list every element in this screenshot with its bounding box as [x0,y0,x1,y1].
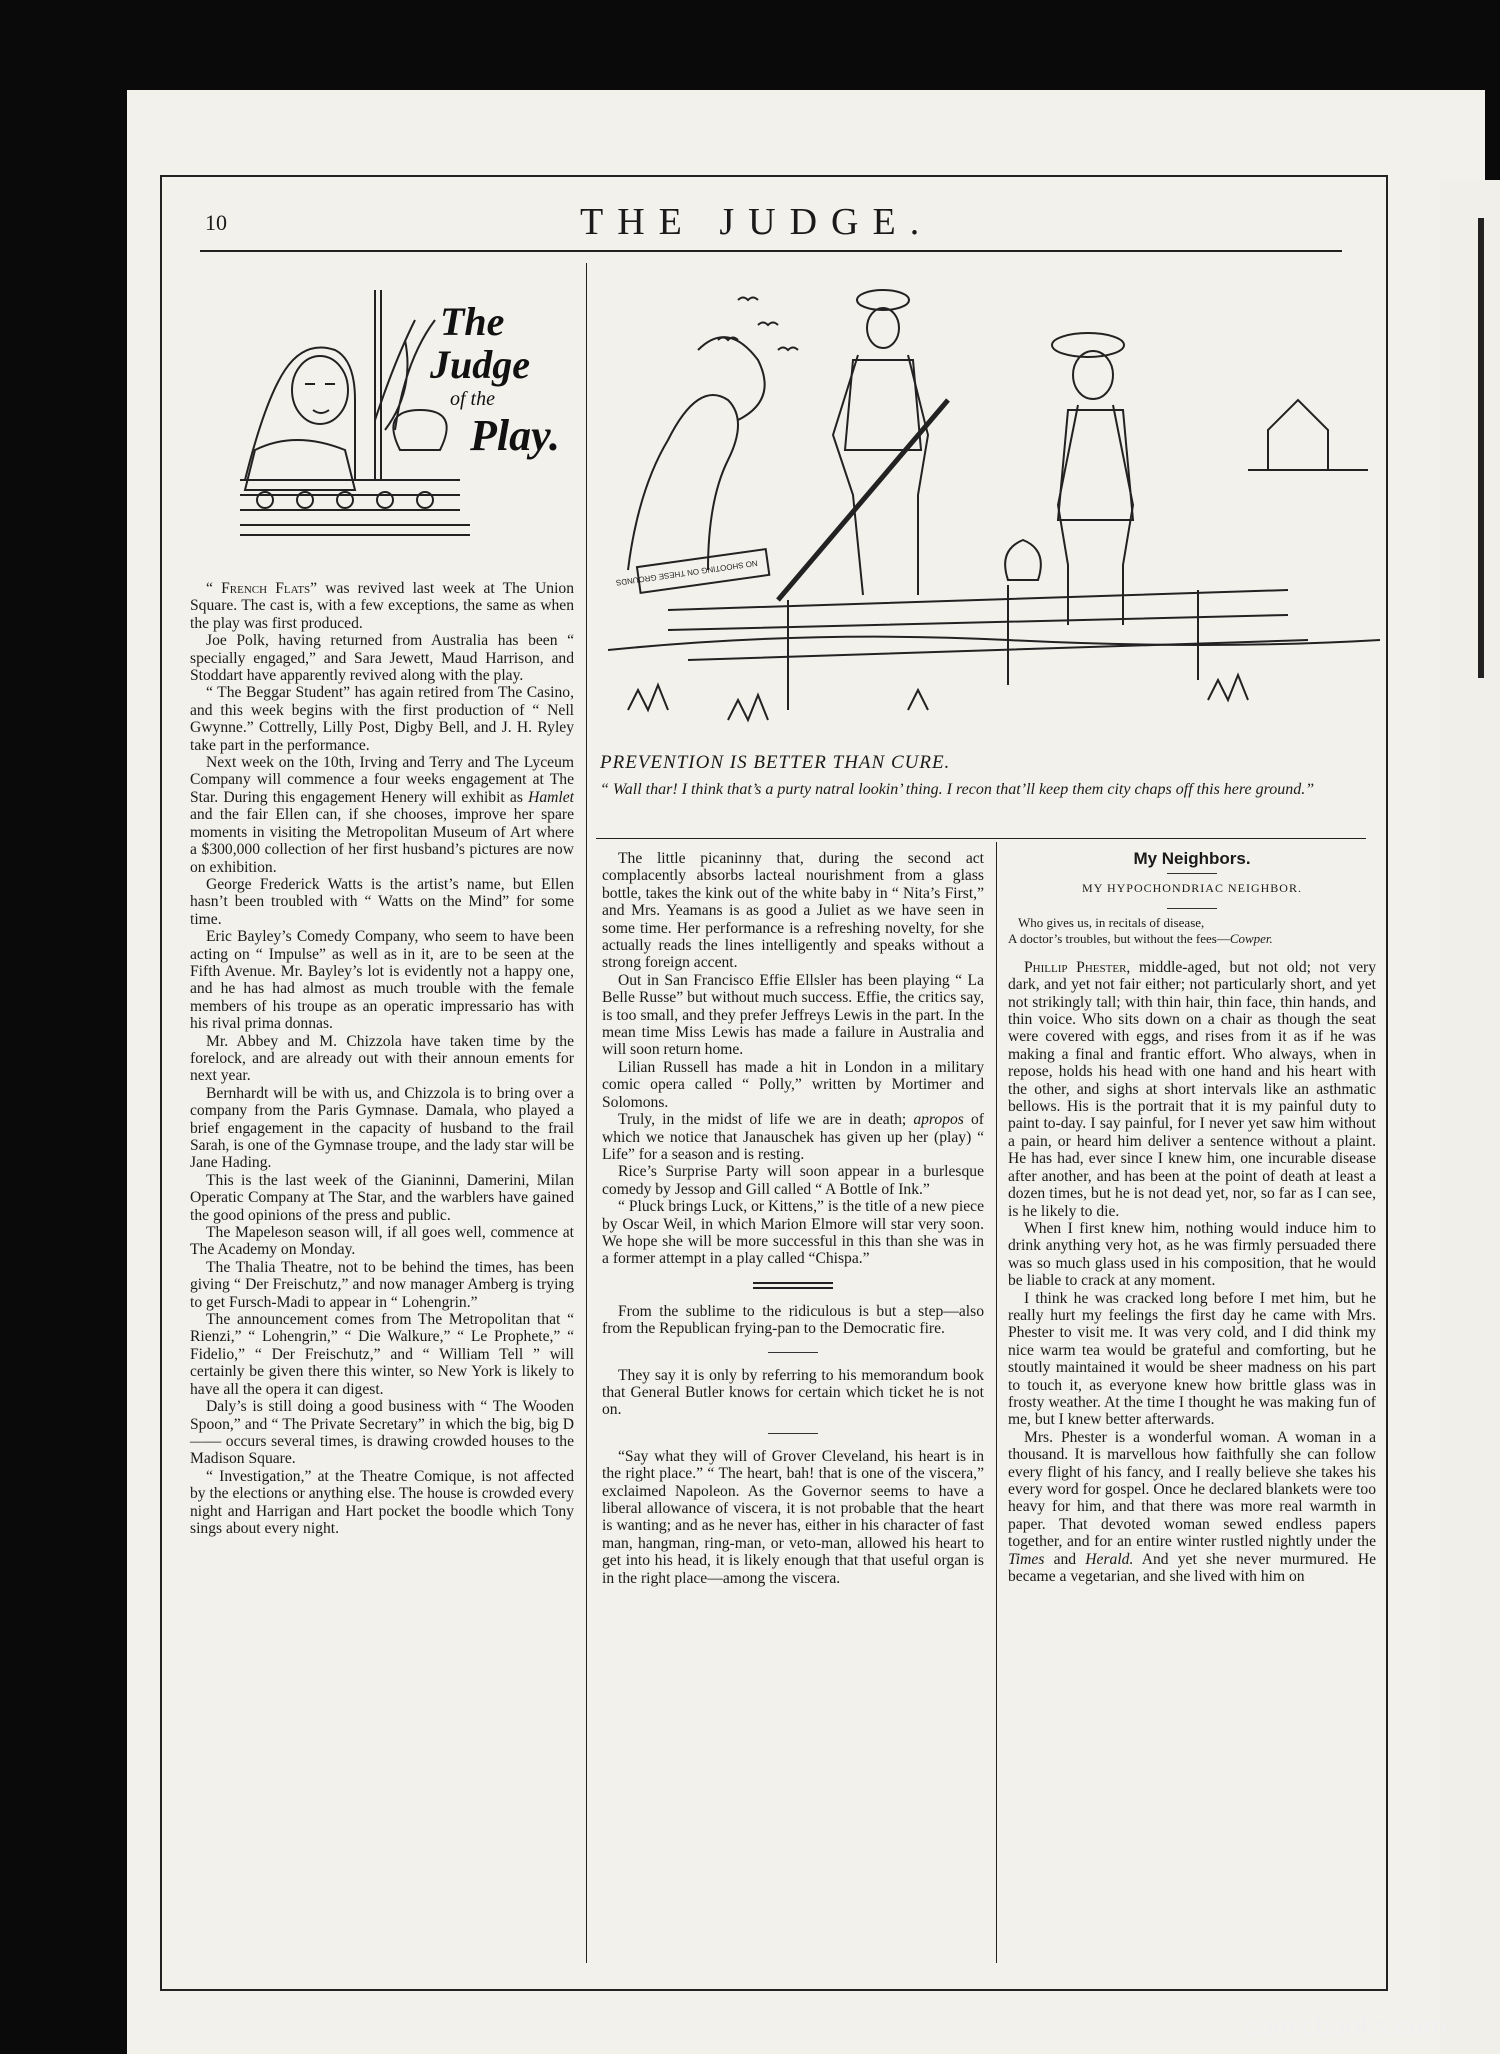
logo-word-of-the: of the [450,388,495,410]
logo-word-play: Play. [470,411,560,460]
paragraph: Mr. Abbey and M. Chizzola have taken time by the forelock, and are already out with their announ ements for next year. [190,1032,574,1085]
binding-mark [1478,218,1484,678]
paragraph: Truly, in the midst of life we are in death; apropos of which we notice that Janauschek has given up her (play) “ Life” for a season and is resting. [602,1111,984,1163]
paragraph: The little picaninny that, during the second act complacently absorbs lacteal nourishment from a glass bottle, takes the kink out of the white baby in “ Nita’s First,” and Mrs. Yeamans is as good a Juliet as we have seen in some time. Her performance is a refreshing novelty, for she actually reads the lines intelligently and speaks without a strong foreign accent. [602,850,984,972]
column-my-neighbors [1008,850,1376,1585]
paragraph: From the sublime to the ridiculous is but a step—also from the Republican frying-pan to the Democratic fire. [602,1302,984,1338]
paragraph: Out in San Francisco Effie Ellsler has been playing “ La Belle Russe” but without much success. Effie, the critics say, is too small, and they prefer Jeffreys Lewis in the part. In the mean time Miss Lewis has made a failure in Australia and will soon return home. [602,971,984,1059]
cartoon-caption-title: PREVENTION IS BETTER THAN CURE. [600,752,951,773]
column-middle [602,850,984,1587]
judge-of-the-play-logo [225,280,565,550]
paragraph: I think he was cracked long before I met him, but he really hurt my feelings the first day he came with Mrs. Phester to visit me. It was very cold, and I did think my nice warm tea would be grateful and comforting, but he stoutly maintained it would be sheer madness on his part to touch it, as everyone knew how brittle glass was in frosty weather. At the time I thought he was making fun of me, but I knew better afterwards. [1008,1289,1376,1429]
column-judge-of-the-play [190,580,574,1537]
cartoon-bottom-rule [596,838,1366,839]
paragraph: “ Investigation,” at the Theatre Comique, is not affected by the elections or anything else. The house is crowded every night and Harrigan and Hart pocket the boodle which Tony sings about every night. [190,1467,574,1537]
page-number: 10 [205,210,227,235]
cartoon-caption-quote: “ Wall thar! I think that’s a purty natral lookin’ thing. I recon that’ll keep them city chaps off this here ground.” [600,781,1315,798]
paragraph: “ French Flats” was revived last week at The Union Square. The cast is, with a few exceptions, the same as when the play was first produced. [190,580,574,632]
paragraph: When I first knew him, nothing would induce him to drink anything very hot, as he was firmly persuaded there was so much glass used in his composition, that he would be liable to crack at any moment. [1008,1219,1376,1290]
paragraph: The announcement comes from The Metropolitan that “ Rienzi,” “ Lohengrin,” “ Die Walkure,” “ Le Prophete,” “ Fidelio,” “ Der Freischutz,” and “ William Tell ” will certainly be given there this winter, so New York is likely to have all the opera it can digest. [190,1311,574,1398]
paragraph: “ Pluck brings Luck, or Kittens,” is the title of a new piece by Oscar Weil, in which Marion Elmore will star very soon. We hope she will be more successful in this than she was in a former attempt in a play called “Chispa.” [602,1198,984,1268]
section-divider [768,1352,818,1353]
paragraph: Rice’s Surprise Party will soon appear in a burlesque comedy by Jessop and Gill called “ A Bottle of Ink.” [602,1163,984,1198]
paragraph: Joe Polk, having returned from Australia has been “ specially engaged,” and Sara Jewett, Maud Harrison, and Stoddart have apparently revived along with the play. [190,632,574,685]
masthead-rule [200,250,1342,252]
masthead-title: THE JUDGE. [580,201,934,243]
article-subhead: MY HYPOCHONDRIAC NEIGHBOR. [1082,881,1302,896]
paragraph: Next week on the 10th, Irving and Terry and The Lyceum Company will commence a four weeks engagement at The Star. During this engagement Henery will exhibit as Hamlet and the fair Ellen can, if she chooses, improve her spare moments in visiting the Metropolitan Museum of Art where a $300,000 collection of her first husband’s pictures are now on exhibition. [190,754,574,876]
section-divider [768,1433,818,1434]
paragraph: George Frederick Watts is the artist’s name, but Ellen hasn’t been troubled with “ Watts on the Mind” for some time. [190,875,574,928]
paragraph: “Say what they will of Grover Cleveland, his heart is in the right place.” “ The heart, bah! that is one of the viscera,” exclaimed Napoleon. As the Governor seems to have a liberal allowance of viscera, it is not probable that the heart is wanting; and as he never has, either in his character of fast man, hangman, ring-man, or veto-man, allowed his heart to get into his head, it is likely enough that that useful organ is in the right place—among the viscera. [602,1447,984,1587]
paragraph: Lilian Russell has made a hit in London in a military comic opera called “ Polly,” written by Mortimer and Solomons. [602,1058,984,1111]
logo-word-judge: Judge [430,342,530,387]
paragraph: The Mapeleson season will, if all goes well, commence at The Academy on Monday. [190,1224,574,1259]
headline-rule [1167,873,1217,874]
paragraph: Bernhardt will be with us, and Chizzola is to bring over a company from the Paris Gymnase. Damala, who played a brief engagement in the capacity of husband to the frail Sarah, is one of the Gymnase troupe, and the lady star will be Jane Hading. [190,1084,574,1172]
article-headline: My Neighbors. [1133,849,1251,868]
paragraph: Phillip Phester, middle-aged, but not old; not very dark, and yet not fair either; not particularly short, and yet not strikingly tall; with thin hair, thin face, thin hands, and thin voice. Who sits down on a chair as though the seat were covered with eggs, and rises from it as if he was making a final and frantic effort. Who always, when in repose, holds his head with one hand and his heart with the other, and sighs at short intervals like an asthmatic bellows. His is the portrait that it is my painful duty to paint to-day. I say painful, for I never yet saw him without a pain, or heard him deliver a sentence without a plaint. He has had, ever since I knew him, one incurable disease after another, and has been at the point of death at least a dozen times, but he is not dead yet, nor, so far as I can see, is he likely to die. [1008,958,1376,1220]
paragraph: This is the last week of the Gianinni, Damerini, Milan Operatic Company at The Star, and the warblers have gained the good opinions of the press and public. [190,1171,574,1224]
cartoon-illustration [608,270,1380,740]
logo-word-the: The [440,299,505,344]
epigraph: Who gives us, in recitals of disease, A doctor’s troubles, but without the fees—Cowper. [1008,914,1273,946]
paragraph: Eric Bayley’s Comedy Company, who seem to have been acting on “ Impulse” as well as in it, are to be seen at the Fifth Avenue. Mr. Bayley’s lot is evidently not a happy one, and he has had almost as much trouble with the female members of his troupe as an operatic impressario has with his rival prima donnas. [190,928,574,1033]
column-rule-1 [586,263,587,1963]
paragraph: Daly’s is still doing a good business with “ The Wooden Spoon,” and “ The Private Secretary” in which the big, big D—— occurs several times, is drawing crowded houses to the Madison Square. [190,1398,574,1468]
paragraph: “ The Beggar Student” has again retired from The Casino, and this week begins with the first production of “ Nell Gwynne.” Cottrelly, Lilly Post, Digby Bell, and J. H. Ryley take part in the performance. [190,684,574,754]
paragraph: They say it is only by referring to his memorandum book that General Butler knows for certain which ticket he is not on. [602,1366,984,1419]
paragraph: The Thalia Theatre, not to be behind the times, has been giving “ Der Freischutz,” and now manager Amberg is trying to get Fursch-Madi to appear in “ Lohengrin.” [190,1258,574,1311]
paragraph: Mrs. Phester is a wonderful woman. A woman in a thousand. It is marvellous how faithfully she can follow every flight of his fancy, and I really believe she takes his every word for gospel. Once he declared blankets were too heavy for him, and that there was more real warmth in paper. That devoted woman sewed endless papers together, and for an entire winter rustled nightly under the Times and Herald. And yet she never murmured. He became a vegetarian, and she lived with him on [1008,1428,1376,1586]
site-watermark: comicbooks.com [1245,2012,1447,2042]
cartoon-sign-text: NO SHOOTING ON THESE GROUNDS [615,558,759,588]
section-divider [753,1282,833,1289]
binding-edge [1440,180,1500,2054]
subhead-rule [1167,908,1217,909]
column-rule-2 [996,842,997,1963]
